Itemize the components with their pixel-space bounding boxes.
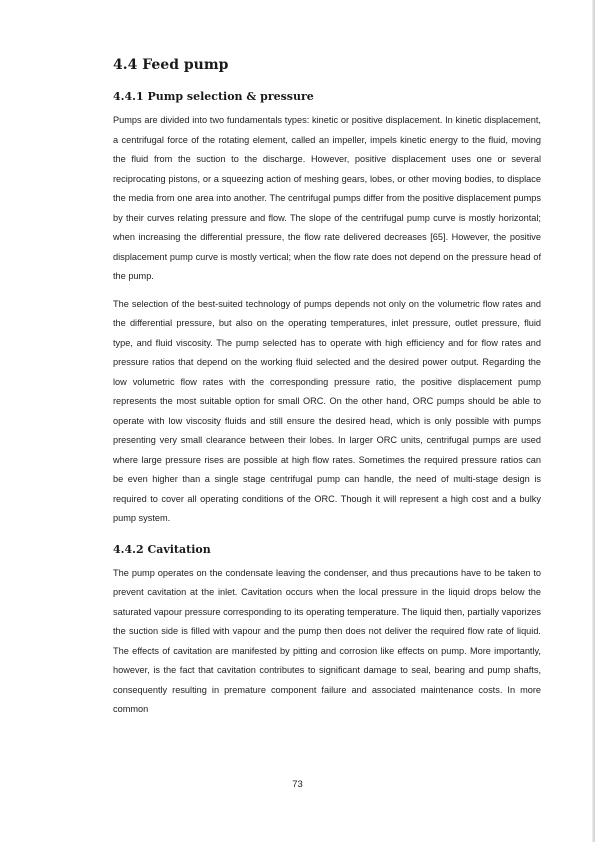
subsection-heading-cavitation: 4.4.2 Cavitation: [113, 542, 211, 556]
page-number: 73: [292, 779, 303, 790]
subsection-heading-pump-selection: 4.4.1 Pump selection & pressure: [113, 90, 314, 103]
paragraph-cavitation: The pump operates on the condensate leaving the condenser, and thus precautions have to be taken to prevent cavitation at the inlet. Cavitation occurs when the local pressure in the liquid drops below the saturated vapour pressure corresponding to its operating temperature. The liquid then, partially vaporizes the suction side is filled with vapour and the pump then does not deliver the required flow rate of liquid. The effects of cavitation are manifested by pitting and corrosion like effects on pump. More importantly, however, is the fact that cavitation contributes to significant damage to seal, bearing and pump shafts, consequently resulting in premature component failure and associated maintenance costs. In more common: [113, 567, 541, 714]
paragraph-pump-selection: The selection of the best-suited technology of pumps depends not only on the volumetric flow rates and the differential pressure, but also on the operating temperatures, inlet pressure, outlet pressure, fluid type, and fluid viscosity. The pump selected has to operate with high efficiency and for flow rates and pressure ratios that depend on the working fluid selected and the desired power output. Regarding the low volumetric flow rates with the corresponding pressure ratio, the positive displacement pump represents the most suitable option for small ORC. On the other hand, ORC pumps should be able to operate with low viscosity fluids and still ensure the desired head, which is only possible with pumps presenting very small clearance between their lobes. In larger ORC units, centrifugal pumps are used where large pressure rises are possible at high flow rates. Sometimes the required pressure ratios can be even higher than a single stage centrifugal pump can handle, the need of multi-stage design is required to cover all operating conditions of the ORC. Though it will represent a high cost and a bulky pump system.: [113, 298, 541, 523]
page-content: [113, 54, 541, 720]
paragraph-pump-types: Pumps are divided into two fundamentals types: kinetic or positive displacement. In kinetic displacement, a centrifugal force of the rotating element, called an impeller, impels kinetic energy to the fluid, moving the fluid from the suction to the discharge. However, positive displacement uses one or several reciprocating pistons, or a squeezing action of meshing gears, lobes, or other moving bodies, to displace the media from one area into another. The centrifugal pumps differ from the positive displacement pumps by their curves relating pressure and flow. The slope of the centrifugal pump curve is mostly horizontal; when increasing the differential pressure, the flow rate delivered decreases [65]. However, the positive displacement pump curve is mostly vertical; when the flow rate does not depend on the pressure head of the pump.: [113, 115, 541, 281]
section-heading: 4.4 Feed pump: [113, 57, 229, 73]
